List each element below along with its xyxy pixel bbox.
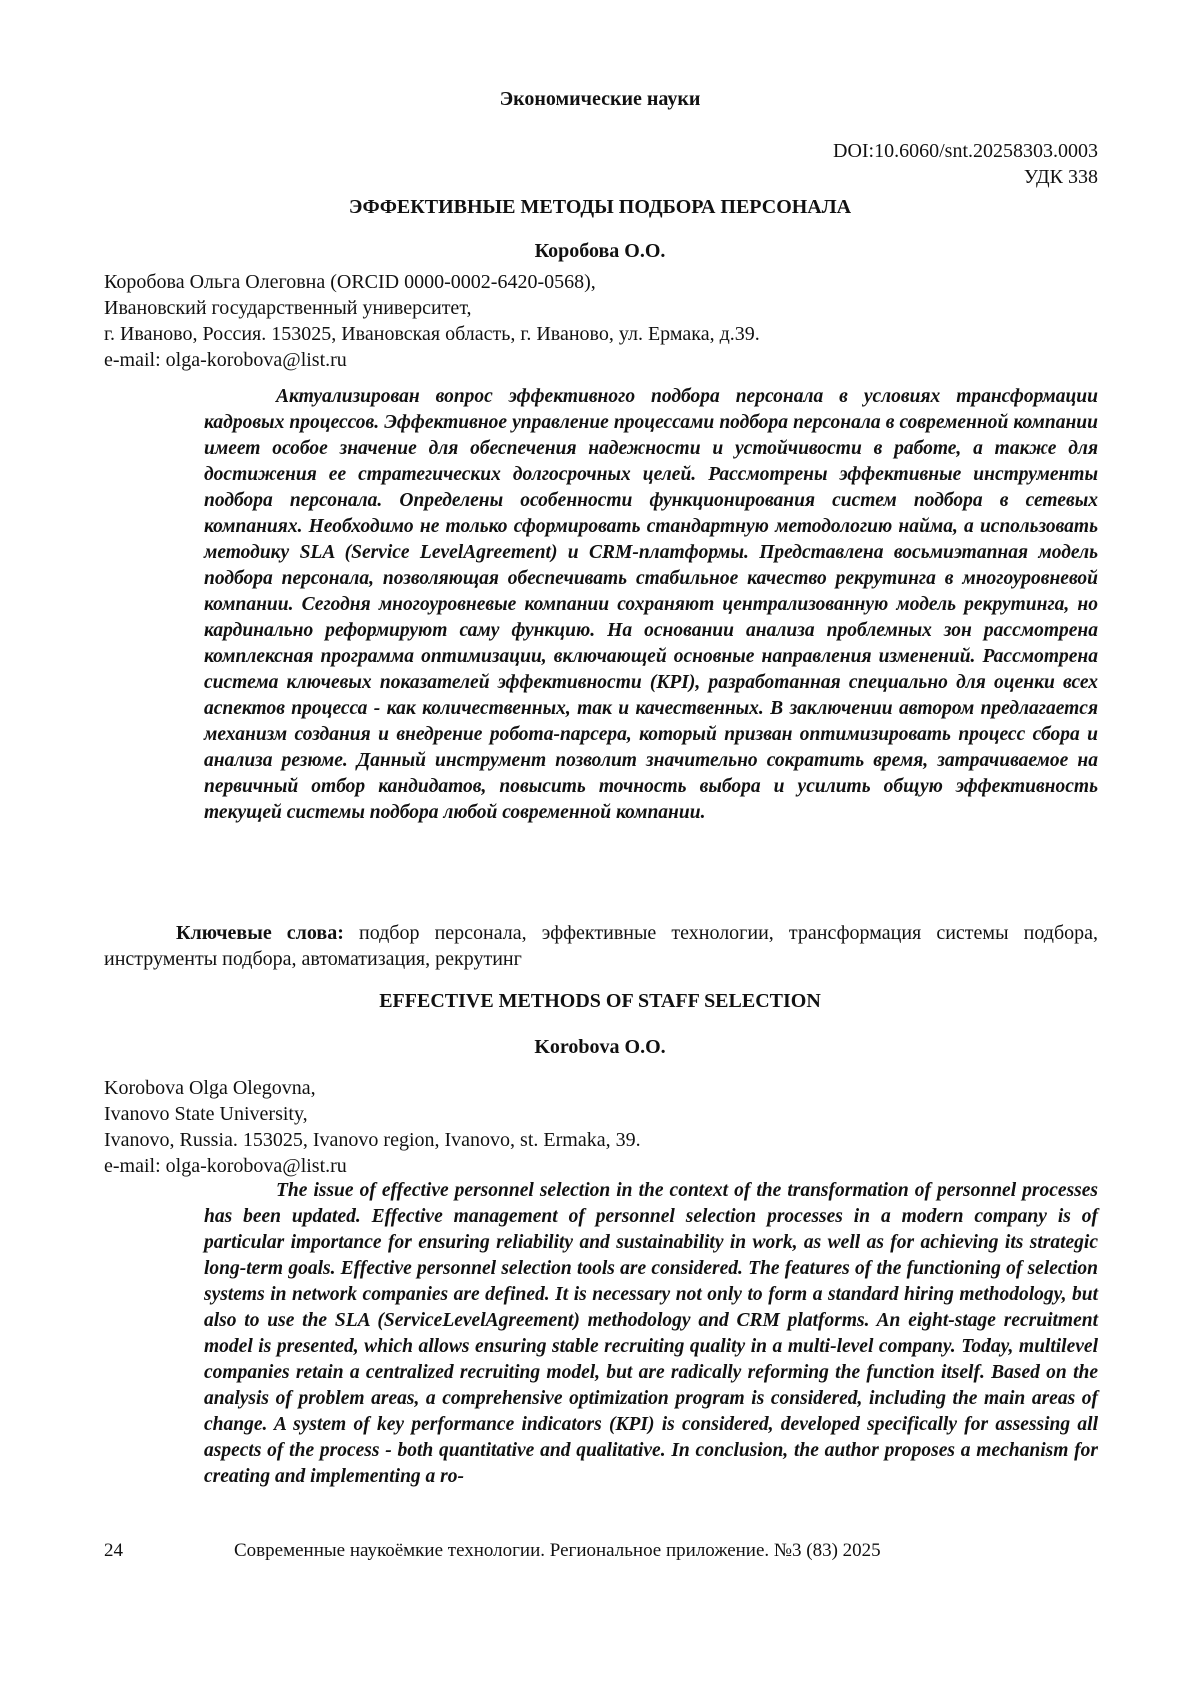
keywords-label: Ключевые слова: — [176, 922, 344, 944]
ru-author-short: Коробова О.О. — [534, 240, 666, 262]
ru-affiliation-email: e-mail: olga-korobova@list.ru — [104, 349, 347, 371]
en-affiliation-email: e-mail: olga-korobova@list.ru — [104, 1155, 347, 1177]
en-affiliation — [104, 1075, 1104, 1179]
ru-affiliation-name: Коробова Ольга Олеговна (ORCID 0000-0002-6420-0568), — [104, 271, 596, 293]
en-title: EFFECTIVE METHODS OF STAFF SELECTION — [379, 990, 821, 1012]
ru-title: ЭФФЕКТИВНЫЕ МЕТОДЫ ПОДБОРА ПЕРСОНАЛА — [348, 196, 852, 218]
doi-udk-block — [833, 138, 1098, 190]
keywords-text: подбор персонала, эффективные технологии, трансформация системы подбора, инструменты подбора, автоматизация, рекрутинг — [104, 922, 1098, 970]
page-number: 24 — [104, 1540, 123, 1561]
section-label: Экономические науки — [499, 88, 701, 110]
en-author-short: Korobova O.O. — [534, 1036, 666, 1058]
en-affiliation-university: Ivanovo State University, — [104, 1103, 308, 1125]
ru-abstract: Актуализирован вопрос эффективного подбора персонала в условиях трансформации кадровых процессов. Эффективное управление процессами подбора персонала в современной компании имеет особое значение для обеспечения надежности и устойчивости в работе, а также для достижения ее стратегических долгосрочных целей. Рассмотрены эффективные инструменты подбора персонала. Определены особенности функционирования систем подбора в сетевых компаниях. Необходимо не только сформировать стандартную методологию найма, а использовать методику SLA (Service LevelAgreement) и CRM-платформы. Представлена восьмиэтапная модель подбора персонала, позволяющая обеспечивать стабильное качество рекрутинга в многоуровневой компании. Сегодня многоуровневые компании сохраняют централизованную модель рекрутинга, но кардинально реформируют саму функцию. На основании анализа проблемных зон рассмотрена комплексная программа оптимизации, включающей основные направления изменений. Рассмотрена система ключевых показателей эффективности (KPI), разработанная специально для оценки всех аспектов процесса - как количественных, так и качественных. В заключении автором предлагается механизм создания и внедрение робота-парсера, который призван оптимизировать процесс сбора и анализа резюме. Данный инструмент позволит значительно сократить время, затрачиваемое на первичный отбор кандидатов, повысить точность выбора и усилить общую эффективность текущей системы подбора любой современной компании. — [204, 386, 1098, 823]
ru-keywords — [104, 920, 1098, 972]
journal-name: Современные наукоёмкие технологии. Региональное приложение. №3 (83) 2025 — [234, 1540, 881, 1561]
ru-affiliation-address: г. Иваново, Россия. 153025, Ивановская область, г. Иваново, ул. Ермака, д.39. — [104, 323, 760, 345]
ru-affiliation-university: Ивановский государственный университет, — [104, 297, 472, 319]
doi: DOI:10.6060/snt.20258303.0003 — [833, 140, 1098, 162]
en-affiliation-name: Korobova Olga Olegovna, — [104, 1077, 316, 1099]
en-affiliation-address: Ivanovo, Russia. 153025, Ivanovo region, Ivanovo, st. Ermaka, 39. — [104, 1129, 641, 1151]
ru-affiliation — [104, 269, 1104, 373]
en-abstract: The issue of effective personnel selection in the context of the transformation of personnel processes has been updated. Effective management of personnel selection processes in a modern company is of particular importance for ensuring reliability and sustainability in work, as well as for achieving its strategic long-term goals. Effective personnel selection tools are considered. The features of the functioning of selection systems in network companies are defined. It is necessary not only to form a standard hiring methodology, but also to use the SLA (ServiceLevelAgreement) methodology and CRM platforms. An eight-stage recruitment model is presented, which allows ensuring stable recruiting quality in a multi-level company. Today, multilevel companies retain a centralized recruiting model, but are radically reforming the function itself. Based on the analysis of problem areas, a comprehensive optimization program is considered, including the main areas of change. A system of key performance indicators (KPI) is considered, developed specifically for assessing all aspects of the process - both quantitative and qualitative. In conclusion, the author proposes a mechanism for creating and implementing a ro- — [204, 1180, 1098, 1487]
udk: УДК 338 — [1023, 166, 1098, 188]
